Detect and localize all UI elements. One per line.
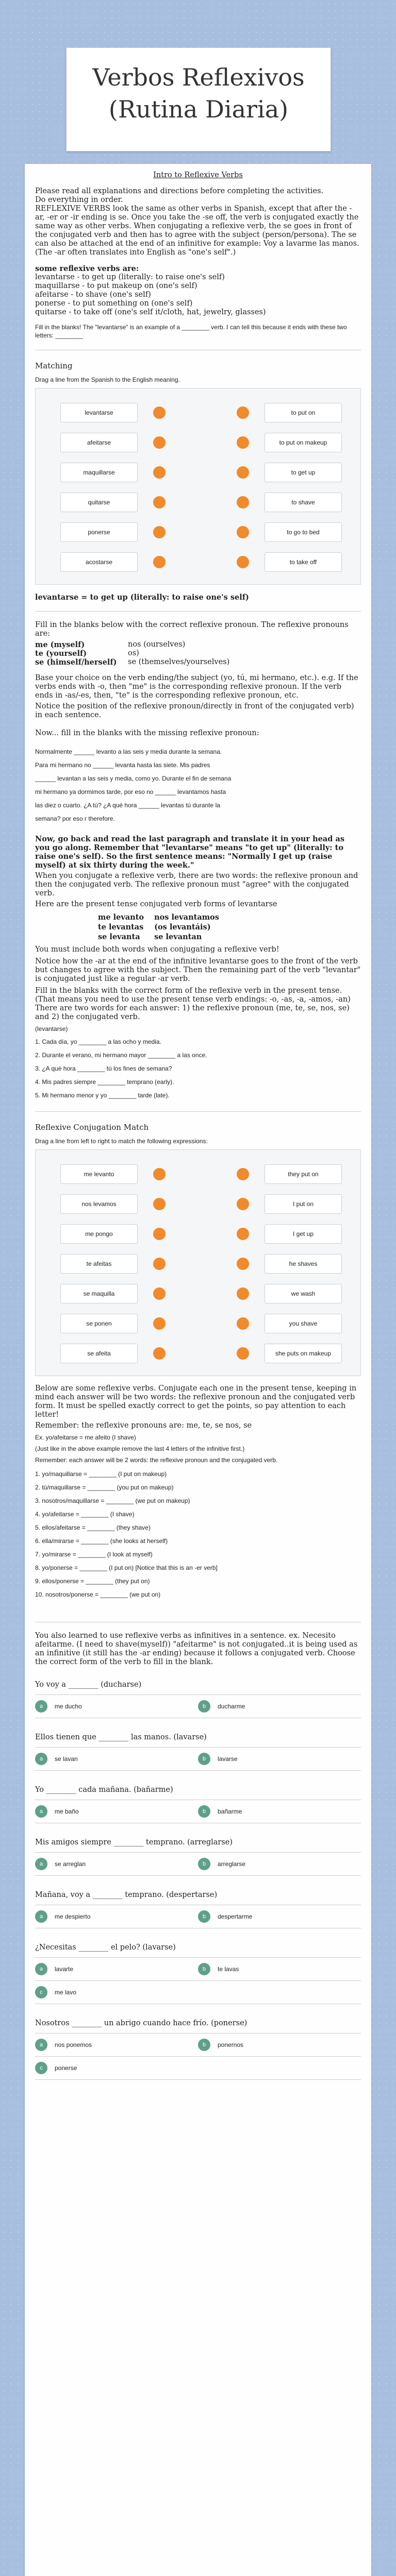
match-left-item[interactable]: levantarse bbox=[60, 403, 138, 422]
match-handle-left[interactable] bbox=[153, 466, 166, 479]
fill-line: 7. yo/mirarse = ________ (I look at myself) bbox=[35, 1551, 153, 1558]
pronoun: nos (ourselves) bbox=[128, 640, 186, 649]
pronoun: se (himself/herself) bbox=[35, 658, 117, 667]
fill-line: 8. yo/ponerse = ________ (I put on) [Notice that this is an -er verb] bbox=[35, 1564, 218, 1571]
section3-p6: Fill in the blanks with the correct form of the reflexive verb in the present tense. (That means you need to use the present tense verb endings: -o, -as, -a, -amos, -an) There are two words for each answer: 1) the reflexive pronoun (me, te, se, nos, se) and 2) the conjugated verb. bbox=[35, 987, 351, 1021]
answer-option-b[interactable] bbox=[198, 1700, 361, 1713]
match-row bbox=[45, 1159, 351, 1189]
page-header bbox=[0, 0, 396, 155]
match-handle-right[interactable] bbox=[237, 1287, 249, 1300]
fill-line: mi hermano ya dormimos tarde, por eso no ______ levantamos hasta bbox=[35, 788, 226, 795]
question-text: Yo voy a ________ (ducharse) bbox=[35, 1681, 142, 1689]
match-row bbox=[45, 1189, 351, 1219]
question-text: Yo ________ cada mañana. (bañarme) bbox=[35, 1786, 173, 1794]
intro-heading: Intro to Reflexive Verbs bbox=[153, 171, 243, 179]
match-row bbox=[45, 1249, 351, 1279]
option-text: me baño bbox=[55, 1807, 79, 1815]
answer-option-a[interactable] bbox=[35, 1963, 198, 1975]
section3-p5: Notice how the -ar at the end of the infinitive levantarse goes to the front of the verb but changes to agree with the subject. Then the remaining part of the verb "levantar" is conjugated just like a regular -ar verb. bbox=[35, 957, 361, 983]
match-handle-right[interactable] bbox=[237, 556, 249, 568]
intro-p2: Do everything in order. bbox=[35, 196, 123, 204]
example-item: maquillarse - to put makeup on (one's self) bbox=[35, 282, 197, 290]
fill-line: 4. Mis padres siempre ________ temprano (early). bbox=[35, 1078, 174, 1086]
match-left-item[interactable]: nos levamos bbox=[60, 1194, 138, 1214]
match-right-item[interactable]: to shave bbox=[265, 493, 342, 512]
option-letter: a bbox=[35, 1858, 47, 1870]
match-handle-right[interactable] bbox=[237, 406, 249, 419]
section5-p1: You also learned to use reflexive verbs as infinitives in a sentence. ex. Necesito afeitarme. (I need to shave(myself)) "afeitarme" is not conjugated..it is being used as an infinitive (it still has the -ar ending) because it follows a conjugated verb. Choose the correct form of the verb to fill in the blank. bbox=[35, 1632, 358, 1666]
option-letter: c bbox=[35, 2062, 47, 2074]
match-handle-right[interactable] bbox=[237, 1347, 249, 1360]
fill-line: 3. nosotros/maquillarse = ________ (we put on makeup) bbox=[35, 1497, 190, 1504]
question-text: ¿Necesitas ________ el pelo? (lavarse) bbox=[35, 1943, 176, 1952]
pronoun-list bbox=[35, 640, 361, 667]
option-text: arreglarse bbox=[218, 1860, 246, 1868]
option-letter: a bbox=[35, 1805, 47, 1818]
multiple-choice-question bbox=[35, 2019, 361, 2080]
answer-option-b[interactable] bbox=[198, 1963, 361, 1975]
example-item: quitarse - to take off (one's self it/cloth, hat, jewelry, glasses) bbox=[35, 308, 266, 316]
answer-option-a[interactable] bbox=[35, 1805, 198, 1818]
pronoun: os) bbox=[128, 649, 139, 657]
option-text: ducharme bbox=[218, 1702, 245, 1710]
option-letter: b bbox=[198, 1753, 210, 1765]
answer-option-c[interactable] bbox=[35, 2062, 198, 2074]
example-item: levantarse - to get up (literally: to raise one's self) bbox=[35, 273, 225, 281]
match-right-item[interactable]: we wash bbox=[265, 1284, 342, 1303]
section3-p1: Now, go back and read the last paragraph and translate it in your head as you go along. Remember that "levantarse" means "to get up" (literally: to raise one's self). So the first sentence means: "Normally I get up (raise myself) at six thirty during the week." bbox=[35, 835, 345, 870]
match-right-item[interactable]: she puts on makeup bbox=[265, 1344, 342, 1363]
match-handle-left[interactable] bbox=[153, 526, 166, 538]
answer-option-a[interactable] bbox=[35, 1910, 198, 1923]
answer-options bbox=[35, 1981, 361, 2004]
option-letter: a bbox=[35, 1963, 47, 1975]
question-text: Ellos tienen que ________ las manos. (lavarse) bbox=[35, 1733, 207, 1741]
answer-options bbox=[35, 1852, 361, 1876]
match-right-item[interactable]: they put on bbox=[265, 1164, 342, 1184]
pronoun-row bbox=[35, 649, 361, 658]
answer-option-a[interactable] bbox=[35, 1858, 198, 1870]
fill-line: Para mi hermano no ______ levanta hasta las siete. Mis padres bbox=[35, 761, 210, 769]
section2-p5: Now... fill in the blanks with the missing reflexive pronoun: bbox=[35, 729, 259, 737]
option-letter: b bbox=[198, 1910, 210, 1923]
answer-option-a[interactable] bbox=[35, 1753, 198, 1765]
question-text: Mis amigos siempre ________ temprano. (arreglarse) bbox=[35, 1838, 233, 1846]
pronoun: te (yourself) bbox=[35, 649, 87, 658]
conj-cell: se levanta bbox=[98, 933, 140, 941]
match-handle-left[interactable] bbox=[153, 406, 166, 419]
note: Remember: each answer will be 2 words: the reflexive pronoun and the conjugated verb. bbox=[35, 1456, 278, 1464]
match-right-item[interactable]: to take off bbox=[265, 552, 342, 572]
option-letter: a bbox=[35, 1700, 47, 1713]
answer-options bbox=[35, 1957, 361, 1981]
option-text: lavarse bbox=[218, 1755, 238, 1762]
match-row bbox=[45, 428, 351, 457]
answer-options bbox=[35, 1905, 361, 1928]
option-text: me lavo bbox=[55, 1988, 77, 1996]
match-row bbox=[45, 487, 351, 517]
match-left-item[interactable]: ponerse bbox=[60, 522, 138, 542]
conj-cell: se levantan bbox=[154, 933, 202, 941]
match-left-item[interactable]: se afeita bbox=[60, 1344, 138, 1363]
fill-line: semana? por eso r therefore. bbox=[35, 815, 115, 822]
match-handle-right[interactable] bbox=[237, 496, 249, 509]
fill-sentences[interactable] bbox=[35, 1035, 361, 1102]
match-handle-right[interactable] bbox=[237, 436, 249, 449]
match-right-item[interactable]: to put on makeup bbox=[265, 433, 342, 452]
match-right-item[interactable]: he shaves bbox=[265, 1254, 342, 1274]
match-right-item[interactable]: you shave bbox=[265, 1314, 342, 1333]
answer-option-b[interactable] bbox=[198, 1858, 361, 1870]
section2-p4: Notice the position of the reflexive pronoun/directly in front of the conjugated verb) in each sentence. bbox=[35, 702, 354, 719]
answer-option-a[interactable] bbox=[35, 1700, 198, 1713]
example: Ex. yo/afeitarse = me afeito (I shave) bbox=[35, 1434, 136, 1441]
pronoun: se (themselves/yourselves) bbox=[128, 658, 230, 666]
fill-line: las diez o cuarto. ¿A tú? ¿A qué hora ______ levantas tú durante la bbox=[35, 802, 220, 809]
match-handle-right[interactable] bbox=[237, 1168, 249, 1180]
match-handle-right[interactable] bbox=[237, 466, 249, 479]
fill-line: 2. Durante el verano, mi hermano mayor ________ a las once. bbox=[35, 1052, 207, 1059]
match-left-item[interactable]: quitarse bbox=[60, 493, 138, 512]
worksheet bbox=[25, 164, 371, 2576]
multiple-choice-question bbox=[35, 1680, 361, 1718]
section3-p3: Here are the present tense conjugated verb forms of levantarse bbox=[35, 900, 277, 908]
multiple-choice-question bbox=[35, 1890, 361, 1928]
pronoun-row bbox=[35, 640, 361, 649]
multiple-choice-question bbox=[35, 1943, 361, 2004]
match-row bbox=[45, 398, 351, 428]
matching2-title: Reflexive Conjugation Match bbox=[35, 1123, 149, 1132]
option-letter: c bbox=[35, 1986, 47, 1998]
section3-p4: You must include both words when conjugating a reflexive verb! bbox=[35, 945, 279, 954]
answer-option-c[interactable] bbox=[35, 1986, 198, 1998]
match-row bbox=[45, 1219, 351, 1249]
divider bbox=[35, 1111, 361, 1112]
option-text: me ducho bbox=[55, 1702, 82, 1710]
match-handle-left[interactable] bbox=[153, 1228, 166, 1240]
match-row bbox=[45, 547, 351, 577]
option-text: bañarme bbox=[218, 1807, 242, 1815]
match-left-item[interactable]: maquillarse bbox=[60, 463, 138, 482]
divider bbox=[35, 611, 361, 612]
pronoun: me (myself) bbox=[35, 640, 85, 649]
fill-paragraph[interactable] bbox=[35, 745, 361, 825]
intro-p3: REFLEXIVE VERBS look the same as other verbs in Spanish, except that after the -ar, -er or -ir ending is se. Once you take the -se off, the verb is conjugated exactly the same way as other verbs. When conjugating a reflexive verb, the se goes in front of the conjugated verb and then has to agree with the subject (person/persona). The se can also be attached at the end of an infinitive for example: Voy a lavarme las manos. (The -ar often translates into English as "one's self".) bbox=[35, 205, 359, 257]
match-handle-right[interactable] bbox=[237, 526, 249, 538]
option-letter: b bbox=[198, 1805, 210, 1818]
match-row bbox=[45, 1279, 351, 1309]
matching2-instruction: Drag a line from left to right to match the following expressions: bbox=[35, 1138, 208, 1145]
match-right-item[interactable]: I get up bbox=[265, 1224, 342, 1244]
multiple-choice-question bbox=[35, 1733, 361, 1771]
title-card bbox=[66, 47, 331, 151]
fill-line: 10. nosotros/ponerse = ________ (we put on) bbox=[35, 1591, 161, 1598]
match-right-item[interactable]: to put on bbox=[265, 403, 342, 422]
match-left-item[interactable]: me pongo bbox=[60, 1224, 138, 1244]
match-handle-left[interactable] bbox=[153, 1258, 166, 1270]
section3-p2: When you conjugate a reflexive verb, there are two words: the reflexive pronoun and then the conjugated verb. The reflexive pronoun must "agree" with the conjugated verb. bbox=[35, 872, 358, 897]
match-handle-left[interactable] bbox=[153, 1347, 166, 1360]
match-row bbox=[45, 517, 351, 547]
conj-cell: (os levantáis) bbox=[154, 923, 211, 931]
answer-option-b[interactable] bbox=[198, 1753, 361, 1765]
match-left-item[interactable]: me levanto bbox=[60, 1164, 138, 1184]
option-letter: a bbox=[35, 1910, 47, 1923]
answer-options bbox=[35, 2033, 361, 2057]
example-item: ponerse - to put something on (one's self) bbox=[35, 299, 193, 308]
option-letter: b bbox=[198, 2039, 210, 2051]
multiple-choice-question bbox=[35, 1785, 361, 1823]
answer-option-a[interactable] bbox=[35, 2039, 198, 2051]
example-item: afeitarse - to shave (one's self) bbox=[35, 291, 151, 299]
option-text: ponernos bbox=[218, 2041, 244, 2048]
option-text: ponerse bbox=[55, 2064, 77, 2072]
page-title: Verbos Reflexivos (Rutina Diaria) bbox=[92, 63, 305, 123]
section2-p1: levantarse = to get up (literally: to raise one's self) bbox=[35, 593, 249, 602]
option-text: despertarme bbox=[218, 1912, 253, 1920]
match-row bbox=[45, 1309, 351, 1338]
matching-activity bbox=[35, 388, 361, 585]
question-text: Nosotros ________ un abrigo cuando hace frío. (ponerse) bbox=[35, 2019, 248, 2027]
section2-p2: Fill in the blanks below with the correct reflexive pronoun. The reflexive pronouns are: bbox=[35, 621, 349, 638]
fill-line: 2. tú/maquillarse = ________ (you put on makeup) bbox=[35, 1484, 174, 1491]
match-handle-right[interactable] bbox=[237, 1228, 249, 1240]
option-text: te lavas bbox=[218, 1965, 239, 1973]
match-handle-left[interactable] bbox=[153, 1317, 166, 1330]
match-left-item[interactable]: afeitarse bbox=[60, 433, 138, 452]
option-text: nos ponemos bbox=[55, 2041, 92, 2048]
intro-p1: Please read all explanations and directions before completing the activities. bbox=[35, 187, 324, 195]
section4-p2: Remember: the reflexive pronouns are: me, te, se nos, se bbox=[35, 1421, 252, 1430]
fill-line: 6. ella/mirarse = ________ (she looks at herself) bbox=[35, 1537, 168, 1545]
match-handle-left[interactable] bbox=[153, 1287, 166, 1300]
match-left-item[interactable]: te afeitas bbox=[60, 1254, 138, 1274]
fill-line: 5. Mi hermano menor y yo ________ tarde (late). bbox=[35, 1092, 170, 1099]
fill-line: 3. ¿A qué hora ________ tú los fines de semana? bbox=[35, 1065, 172, 1072]
fill-line: 4. yo/afeitarse = ________ (I shave) bbox=[35, 1511, 135, 1518]
conj-cell: me levanto bbox=[98, 913, 144, 922]
option-text: me despierto bbox=[55, 1912, 91, 1920]
match-left-item[interactable]: acostarse bbox=[60, 552, 138, 572]
conj-cell: nos levantamos bbox=[154, 913, 219, 922]
option-text: se arreglan bbox=[55, 1860, 86, 1868]
multiple-choice-list bbox=[35, 1680, 361, 2080]
conjugation-table bbox=[97, 912, 229, 942]
option-text: se lavan bbox=[55, 1755, 78, 1762]
option-text: lavarte bbox=[55, 1965, 74, 1973]
question-text: Mañana, voy a ________ temprano. (despertarse) bbox=[35, 1891, 218, 1899]
answer-options bbox=[35, 1694, 361, 1718]
fill-line: 1. Cada día, yo ________ a las ocho y media. bbox=[35, 1038, 161, 1045]
option-letter: b bbox=[198, 1858, 210, 1870]
match-handle-left[interactable] bbox=[153, 496, 166, 509]
match-right-item[interactable]: I put on bbox=[265, 1194, 342, 1214]
match-left-item[interactable]: se ponen bbox=[60, 1314, 138, 1333]
match-handle-right[interactable] bbox=[237, 1198, 249, 1210]
answer-options bbox=[35, 1747, 361, 1771]
match-row bbox=[45, 457, 351, 487]
match-handle-left[interactable] bbox=[153, 436, 166, 449]
match-handle-left[interactable] bbox=[153, 1198, 166, 1210]
examples-list bbox=[35, 273, 361, 317]
fill-line: 5. ellos/afeitarse = ________ (they shave) bbox=[35, 1524, 151, 1531]
option-letter: b bbox=[198, 1963, 210, 1975]
fill-line: 9. ellos/ponerse = ________ (they put on) bbox=[35, 1578, 150, 1585]
answer-options bbox=[35, 1800, 361, 1823]
match-handle-right[interactable] bbox=[237, 1317, 249, 1330]
section4-p1: Below are some reflexive verbs. Conjugate each one in the present tense, keeping in mind each answer will be two words: the reflexive pronoun and the conjugated verb form. It must be spelled exactly correct to get the points, so pay attention to each letter! bbox=[35, 1384, 357, 1419]
note: (Just like in the above example remove the last 4 letters of the infinitive first.) bbox=[35, 1445, 245, 1452]
option-letter: b bbox=[198, 1700, 210, 1713]
fill-line: ______ levantan a las seis y media, como yo. Durante el fin de semana bbox=[35, 775, 232, 782]
multiple-choice-question bbox=[35, 1838, 361, 1876]
verb-label: (levantarse) bbox=[35, 1025, 68, 1032]
conjugation-matching-activity bbox=[35, 1149, 361, 1376]
match-right-item[interactable]: to get up bbox=[265, 463, 342, 482]
examples-heading: some reflexive verbs are: bbox=[35, 264, 139, 273]
conjugation-exercise[interactable] bbox=[35, 1467, 361, 1601]
match-handle-right[interactable] bbox=[237, 1258, 249, 1270]
answer-option-b[interactable] bbox=[198, 2039, 361, 2051]
answer-option-b[interactable] bbox=[198, 1910, 361, 1923]
pronoun-row bbox=[35, 658, 361, 667]
fill-line: 1. yo/maquillarse = ________ (I put on makeup) bbox=[35, 1470, 167, 1478]
option-letter: a bbox=[35, 1753, 47, 1765]
match-handle-left[interactable] bbox=[153, 1168, 166, 1180]
match-right-item[interactable]: to go to bed bbox=[265, 522, 342, 542]
matching-title: Matching bbox=[35, 361, 73, 370]
intro-fill-note: Fill in the blanks! The "levantarse" is an example of a ________ verb. I can tell this because it ends with these two letters: ________ bbox=[35, 324, 347, 339]
answer-options bbox=[35, 2057, 361, 2080]
section2-p3: Base your choice on the verb ending/the subject (yo, tú, mi hermano, etc.). e.g. If the verbs ends with -o, then "me" is the corresponding reflexive pronoun. If the verb ends in -as/-es, then, "te" is the corresponding reflexive pronoun, etc. bbox=[35, 674, 358, 700]
answer-option-b[interactable] bbox=[198, 1805, 361, 1818]
matching-instruction: Drag a line from the Spanish to the English meaning. bbox=[35, 376, 180, 383]
match-handle-left[interactable] bbox=[153, 556, 166, 568]
fill-line: Normalmente ______ levanto a las seis y media durante la semana. bbox=[35, 748, 222, 755]
option-letter: a bbox=[35, 2039, 47, 2051]
conj-cell: te levantas bbox=[98, 923, 144, 931]
match-row bbox=[45, 1338, 351, 1368]
match-left-item[interactable]: se maquilla bbox=[60, 1284, 138, 1303]
